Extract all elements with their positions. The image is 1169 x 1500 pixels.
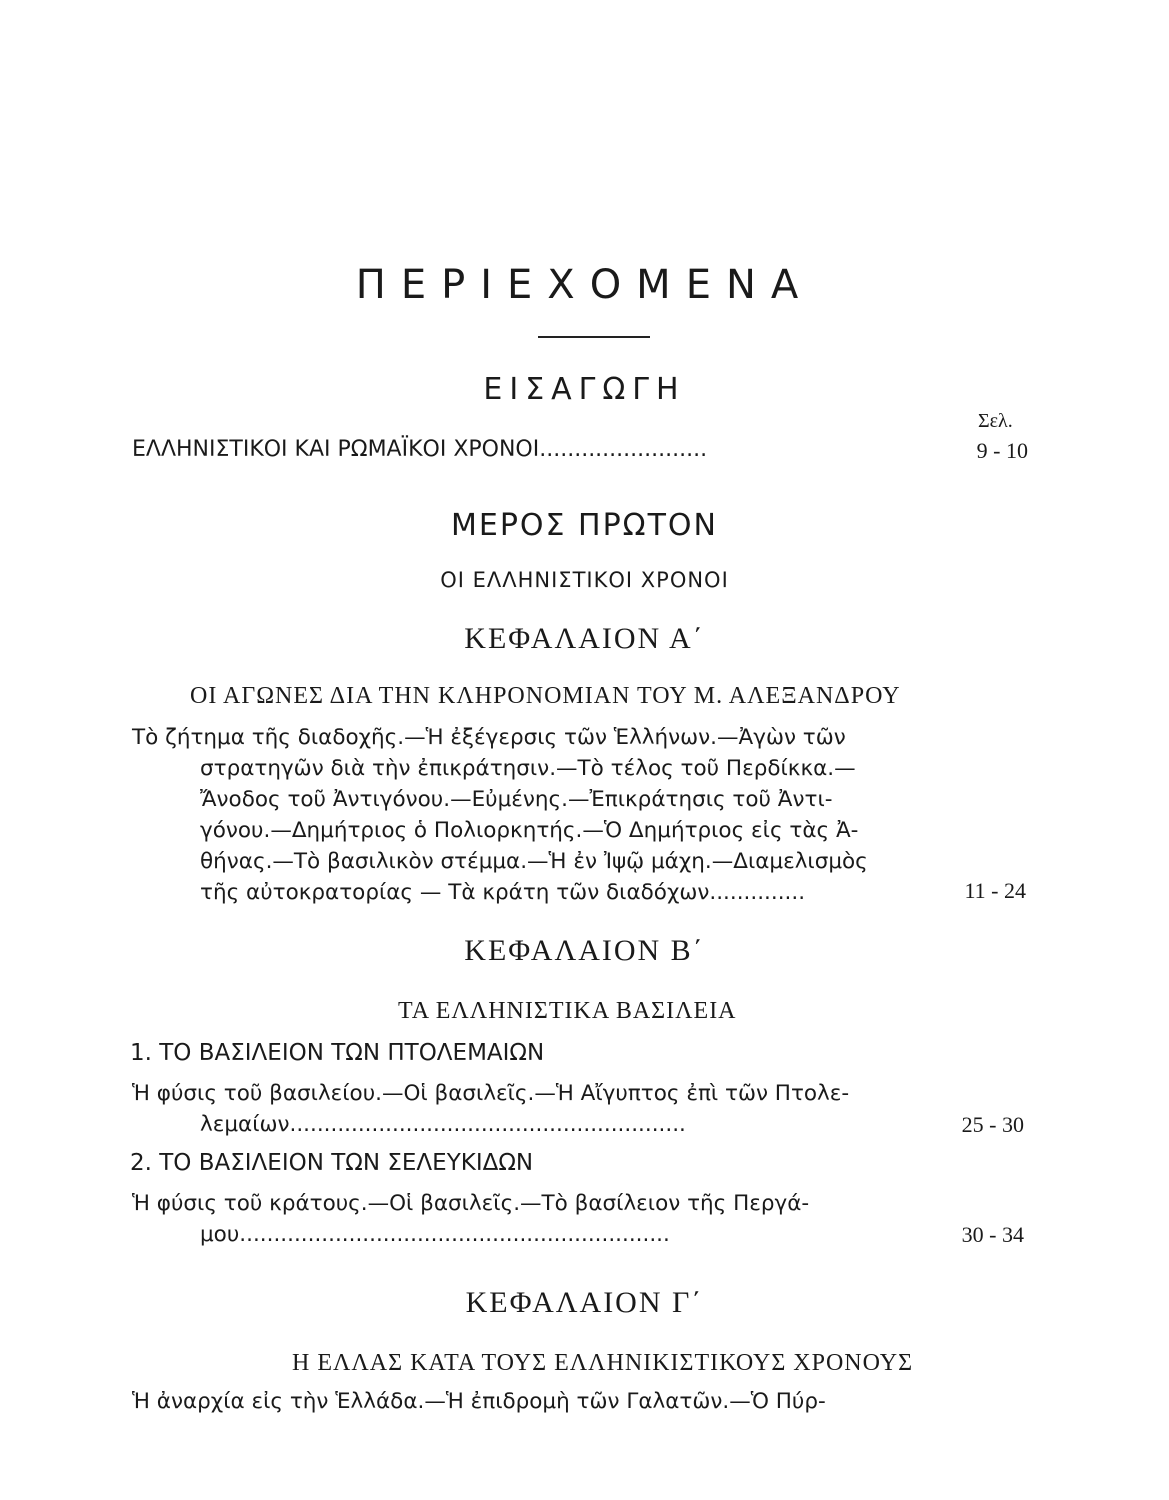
section-pages: 25 - 30 — [961, 1112, 1024, 1137]
summary-line: Ἡ φύσις τοῦ κράτους.—Οἱ βασιλεῖς.—Τὸ βασίλειον τῆς Περγά- — [132, 1191, 810, 1216]
section-summary — [132, 1188, 809, 1250]
summary-line: γόνου.—Δημήτριος ὁ Πολιορκητής.—Ὁ Δημήτριος εἰς τὰς Ἀ- — [200, 818, 859, 843]
summary-line: τῆς αὐτοκρατορίας — Τὰ κράτη τῶν διαδόχων.............. — [200, 880, 806, 905]
section-summary — [132, 1078, 849, 1140]
part-subheading: ΟΙ ΕΛΛΗΝΙΣΤΙΚΟΙ ΧΡΟΝΟΙ — [440, 568, 729, 592]
summary-line: λεμαίων.......................................................... — [200, 1112, 686, 1137]
chapter-c-heading: ΚΕΦΑΛΑΙΟΝ Γ΄ — [465, 1286, 704, 1319]
section-pages: 30 - 34 — [961, 1222, 1024, 1247]
chapter-a-heading: ΚΕΦΑΛΑΙΟΝ Α΄ — [464, 622, 705, 655]
summary-line: Ἄνοδος τοῦ Ἀντιγόνου.—Εὐμένης.—Ἐπικράτησις τοῦ Ἀντι- — [200, 787, 833, 812]
summary-line: στρατηγῶν διὰ τὴν ἐπικράτησιν.—Τὸ τέλος τοῦ Περδίκκα.— — [200, 756, 856, 781]
chapter-a-pages: 11 - 24 — [964, 878, 1026, 903]
intro-heading: ΕΙΣΑΓΩΓΗ — [483, 372, 686, 407]
section-heading: 2. ΤΟ ΒΑΣΙΛΕΙΟΝ ΤΩΝ ΣΕΛΕΥΚΙΔΩΝ — [130, 1150, 534, 1176]
summary-line: μου............................................................... — [200, 1222, 670, 1247]
part-heading: ΜΕΡΟΣ ΠΡΩΤΟΝ — [451, 508, 718, 543]
chapter-c-title: Η ΕΛΛΑΣ ΚΑΤΑ ΤΟΥΣ ΕΛΛΗΝΙΚΙΣΤΙΚΟΥΣ ΧΡΟΝΟΥΣ — [292, 1350, 914, 1376]
chapter-b-title: ΤΑ ΕΛΛΗΝΙΣΤΙΚΑ ΒΑΣΙΛΕΙΑ — [398, 998, 737, 1024]
title-divider — [538, 336, 650, 338]
section-heading: 1. ΤΟ ΒΑΣΙΛΕΙΟΝ ΤΩΝ ΠΤΟΛΕΜΑΙΩΝ — [130, 1040, 545, 1066]
intro-entry: ΕΛΛΗΝΙΣΤΙΚΟΙ ΚΑΙ ΡΩΜΑΪΚΟΙ ΧΡΟΝΟΙ........................ — [132, 437, 708, 462]
chapter-c-summary — [132, 1386, 826, 1417]
chapter-b-heading: ΚΕΦΑΛΑΙΟΝ Β΄ — [464, 934, 705, 967]
page-column-label: Σελ. — [978, 410, 1013, 432]
chapter-a-title: ΟΙ ΑΓΩΝΕΣ ΔΙΑ ΤΗΝ ΚΛΗΡΟΝΟΜΙΑΝ ΤΟΥ Μ. ΑΛΕΞΑΝΔΡΟΥ — [190, 683, 901, 709]
summary-line: Τὸ ζήτημα τῆς διαδοχῆς.—Ἡ ἐξέγερσις τῶν Ἑλλήνων.—Ἀγὼν τῶν — [132, 725, 846, 750]
summary-line: θήνας.—Τὸ βασιλικὸν στέμμα.—Ἡ ἐν Ἰψῷ μάχη.—Διαμελισμὸς — [200, 849, 868, 874]
page-title: ΠΕΡΙΕΧΟΜΕΝΑ — [355, 262, 814, 308]
chapter-a-summary — [132, 722, 868, 908]
intro-entry-pages: 9 - 10 — [976, 438, 1028, 463]
summary-line: Ἡ ἀναρχία εἰς τὴν Ἑλλάδα.—Ἡ ἐπιδρομὴ τῶν Γαλατῶν.—Ὁ Πύρ- — [132, 1389, 826, 1414]
summary-line: Ἡ φύσις τοῦ βασιλείου.—Οἱ βασιλεῖς.—Ἡ Αἴγυπτος ἐπὶ τῶν Πτολε- — [132, 1081, 850, 1106]
